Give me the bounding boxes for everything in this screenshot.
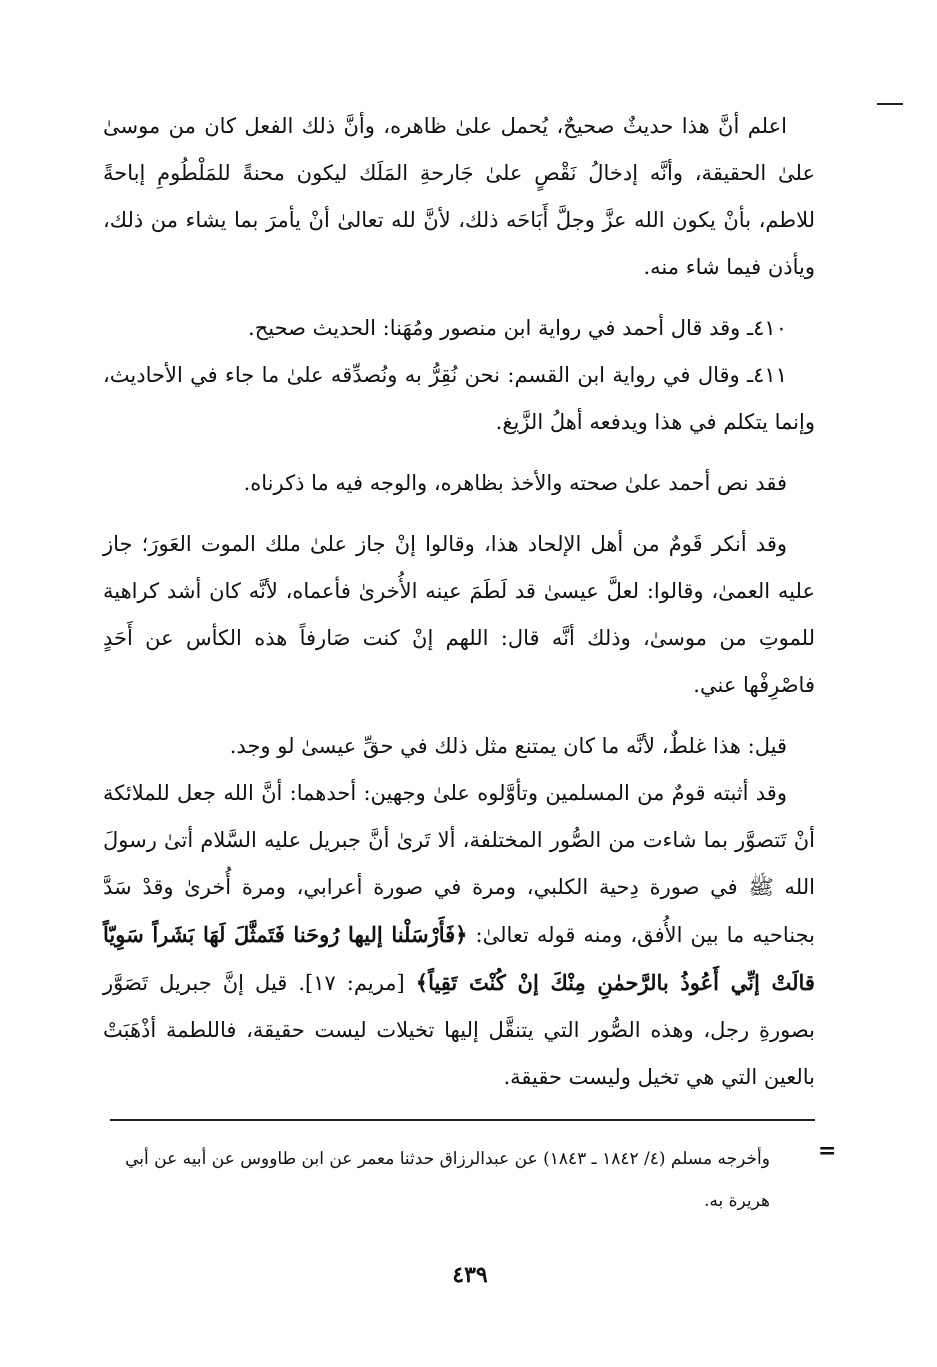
paragraph-intro: اعلم أنَّ هذا حديثٌ صحيحٌ، يُحمل علىٰ ظاهره، وأنَّ ذلك الفعل كان من موسىٰ علىٰ الحقيقة، وأنَّه إدخالُ نَقْصٍ علىٰ جَارحةِ المَلَك ليكون محنةً للمَلْطُومِ إباحةً للاطم، بأنْ يكون الله عزَّ وجلَّ أَبَاحَه ذلك، لأنَّ لله تعالىٰ أنْ يأمرَ بما يشاء من ذلك، ويأذن فيما شاء منه. [103, 114, 815, 279]
margin-mark [877, 103, 903, 105]
paragraph-410: ٤١٠ـ وقد قال أحمد في رواية ابن منصور ومُهَنا: الحديث صحيح. [248, 316, 787, 340]
paragraph-conclusion: فقد نص أحمد علىٰ صحته والأخذ بظاهره، والوجه فيه ما ذكرناه. [243, 471, 787, 495]
quran-verse: ﴿فَأَرْسَلْنا إليها رُوحَنا فَتَمثَّلَ لَهَا بَشَراً سَوِيّاً قالَتْ إنِّي أَعُوذُ بالرَّحمٰنِ مِنْكَ إنْ كُنْتَ تَقِياً﴾ [103, 922, 815, 995]
paragraph-411: ٤١١ـ وقال في رواية ابن القسم: نحن نُقِرُّ به ونُصدِّقه علىٰ ما جاء في الأحاديث، وإنما يتكلم في هذا ويدفعه أهلُ الزَّيغ. [103, 363, 815, 434]
paragraph-objection: وقد أنكر قَومٌ من أهل الإلحاد هذا، وقالوا إنْ جاز علىٰ ملك الموت العَورَ؛ جاز عليه العمىٰ، وقالوا: لعلَّ عيسىٰ قد لَطَمَ عينه الأُخرىٰ فأعماه، لأنَّه كان أشد كراهية للموتِ من موسىٰ، وذلك أنَّه قال: اللهم إنْ كنت صَارفاً هذه الكأس عن أَحَدٍ فاصْرِفْها عني. [103, 532, 815, 697]
interpretation-text: وقد أثبته قومٌ من المسلمين وتأوَّلوه علىٰ وجهين: أحدهما: أنَّ الله جعل للملائكة أنْ تَتصوَّر بما شاءت من الصُّور المختلفة، ألا تَرىٰ أنَّ جبريل عليه السَّلام أتىٰ رسولَ الله ﷺ في صورة دِحية الكلبي، ومرة في صورة أعرابي، ومرة أُخرىٰ وقدْ سَدَّ بجناحيه ما بين الأُفق، ومنه قوله تعالىٰ: [103, 781, 815, 947]
main-text [103, 103, 815, 1101]
footnote-text: وأخرجه مسلم (٤/ ١٨٤٢ ـ ١٨٤٣) عن عبدالرزاق حدثنا معمر عن ابن طاووس عن أبيه عن أبي هريرة به. [125, 1149, 770, 1211]
verse-reference-and-continuation: [مريم: ١٧]. قيل إنَّ جبريل تَصَوَّر بصورةِ رجل، وهذه الصُّور التي يتنقَّل إليها تخيلات ليست حقيقة، فاللطمة أذْهَبَتْ بالعين التي هي تخيل وليست حقيقة. [103, 971, 815, 1089]
page-number: ٤٣٩ [452, 1262, 488, 1288]
footnote-continuation-marker: = [818, 1138, 837, 1164]
footnote-separator [110, 1119, 815, 1121]
paragraph-interpretation [103, 770, 815, 1101]
paragraph-reply: قيل: هذا غلطٌ، لأنَّه ما كان يمتنع مثل ذلك في حقِّ عيسىٰ لو وجد. [229, 734, 787, 758]
